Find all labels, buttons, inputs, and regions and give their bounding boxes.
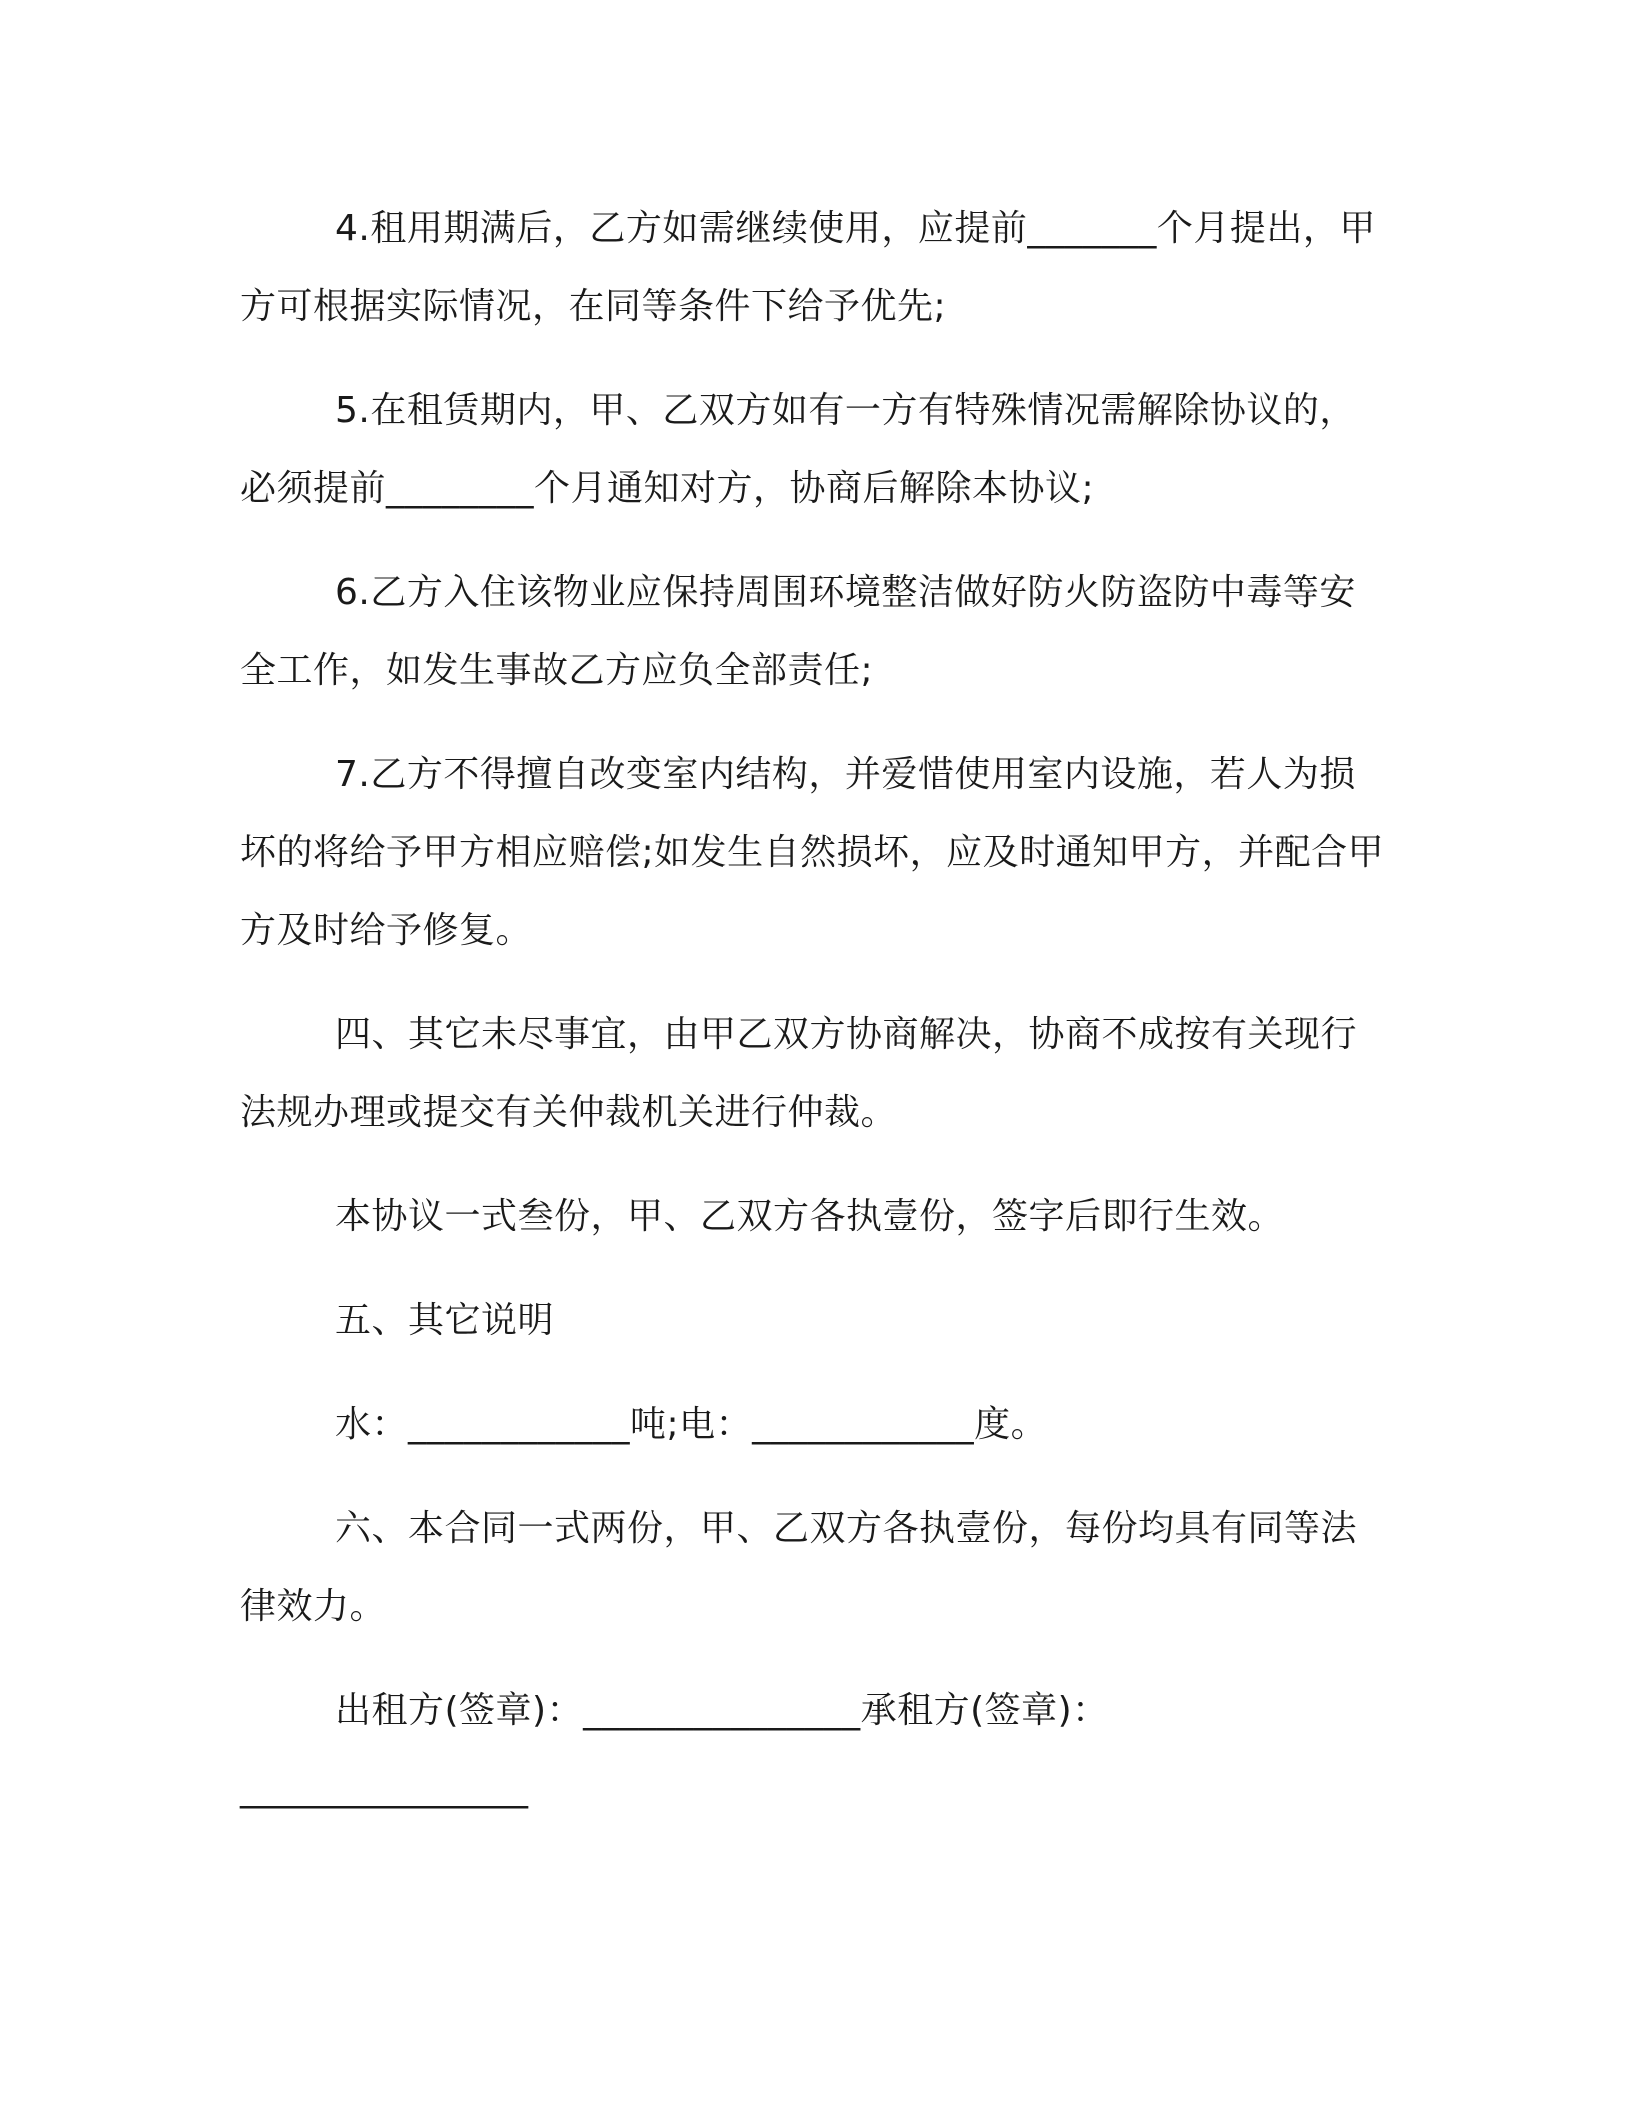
clause-6-safety: 6.乙方入住该物业应保持周围环境整洁做好防火防盗防中毒等安全工作，如发生事故乙方应负全部责任;: [240, 572, 1356, 691]
agreement-copies: 本协议一式叁份，甲、乙双方各执壹份，签字后即行生效。: [335, 1196, 1285, 1237]
section-5-heading: 五、其它说明: [335, 1300, 555, 1341]
section-6-contract-copies: 六、本合同一式两份，甲、乙双方各执壹份，每份均具有同等法律效力。: [240, 1508, 1358, 1627]
document-body: [240, 190, 1385, 1828]
clause-5-termination: 5.在租赁期内，甲、乙双方如有一方有特殊情况需解除协议的，必须提前________个月通知对方，协商后解除本协议;: [240, 390, 1356, 509]
utility-readings: 水：____________吨;电：____________度。: [335, 1404, 1048, 1445]
clause-4-renewal: 4.租用期满后，乙方如需继续使用，应提前_______个月提出，甲方可根据实际情况，在同等条件下给予优先;: [240, 208, 1376, 327]
signature-parties: 出租方(签章)：_______________承租方(签章)：: [335, 1690, 1109, 1731]
section-4-other-matters: 四、其它未尽事宜，由甲乙双方协商解决，协商不成按有关现行法规办理或提交有关仲裁机关进行仲裁。: [240, 1014, 1358, 1133]
clause-7-structure: 7.乙方不得擅自改变室内结构，并爱惜使用室内设施，若人为损坏的将给予甲方相应赔偿;如发生自然损坏，应及时通知甲方，并配合甲方及时给予修复。: [240, 754, 1385, 951]
signature-line: ________________: [240, 1768, 528, 1809]
